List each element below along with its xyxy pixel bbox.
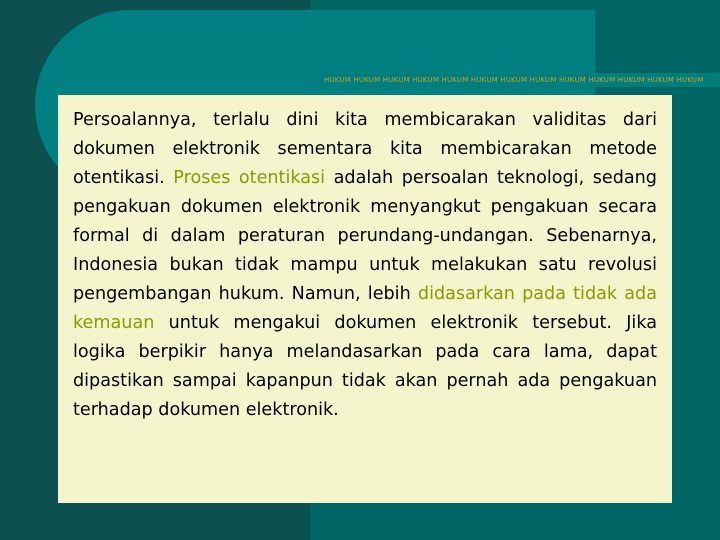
header-strip: HUKUM HUKUM HUKUM HUKUM HUKUM HUKUM HUKUM HUKUM HUKUM HUKUM HUKUM HUKUM HUKUM bbox=[310, 73, 720, 87]
paragraph-segment: Persoalannya, terlalu dini kita membicarakan validitas dari dokumen elektronik sementara kita membicarakan metode otentikasi. bbox=[73, 110, 657, 188]
body-paragraph bbox=[73, 106, 657, 425]
highlighted-phrase: Proses otentikasi bbox=[173, 168, 326, 188]
paragraph-segment: adalah persoalan teknologi, sedang pengakuan dokumen elektronik menyangkut pengakuan secara formal di dalam peraturan perundang-undangan. Sebenarnya, Indonesia bukan tidak mampu untuk melakukan satu revolusi pengembangan hukum. Namun, lebih bbox=[73, 168, 657, 304]
paragraph-segment: untuk mengakui dokumen elektronik tersebut. Jika logika berpikir hanya melandasarkan pada cara lama, dapat dipastikan sampai kapanpun tidak akan pernah ada pengakuan terhadap dokumen elektronik. bbox=[73, 313, 657, 420]
highlighted-phrase: didasarkan pada tidak ada kemauan bbox=[73, 284, 657, 333]
